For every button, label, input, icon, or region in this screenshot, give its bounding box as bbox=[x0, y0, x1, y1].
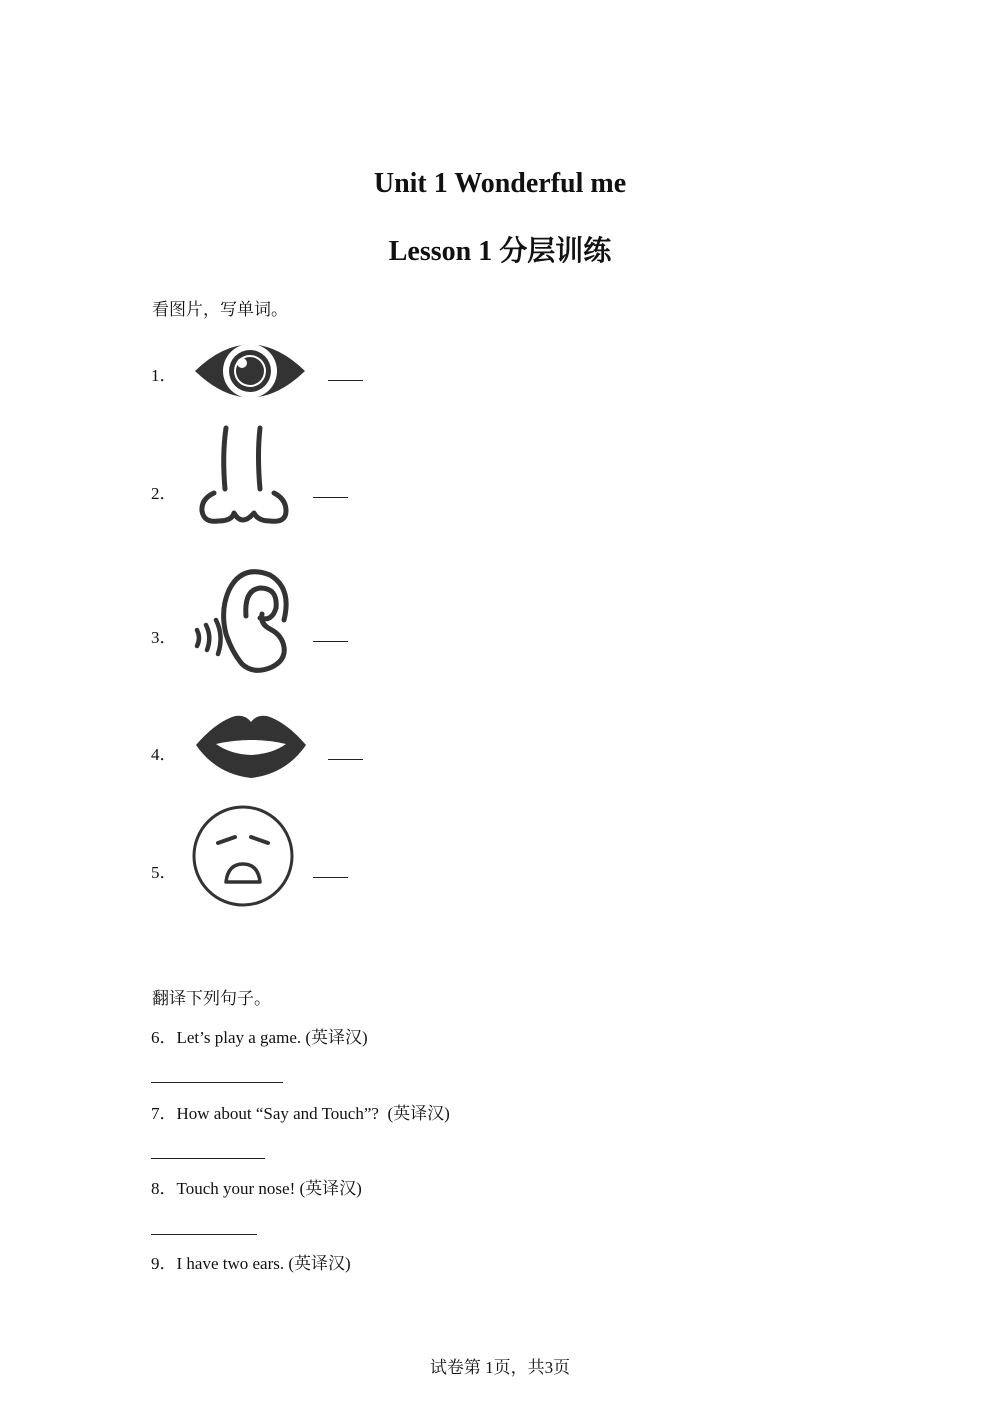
question-5-number: 5． bbox=[151, 863, 177, 882]
question-2-number: 2． bbox=[151, 484, 177, 503]
question-6-number: 6． bbox=[151, 1028, 177, 1047]
question-7-number: 7． bbox=[151, 1104, 177, 1123]
page-title: Unit 1 Wonderful me bbox=[373, 168, 627, 199]
face-icon bbox=[191, 804, 295, 908]
question-3-number: 3． bbox=[151, 628, 177, 647]
section1-instruction: 看图片，写单词。 bbox=[152, 300, 288, 320]
question-6 bbox=[151, 1026, 368, 1050]
ear-icon bbox=[192, 568, 296, 674]
question-9-text: I have two ears. (英译汉) bbox=[176, 1254, 351, 1273]
question-8 bbox=[151, 1177, 362, 1201]
question-1-number: 1． bbox=[151, 366, 177, 385]
eye-icon bbox=[193, 336, 307, 406]
nose-icon bbox=[198, 425, 290, 529]
section2-instruction: 翻译下列句子。 bbox=[152, 989, 271, 1009]
answer-blank-5[interactable] bbox=[313, 877, 348, 878]
question-6-text: Let’s play a game. (英译汉) bbox=[176, 1028, 368, 1047]
page-subtitle: Lesson 1 分层训练 bbox=[388, 236, 612, 267]
answer-blank-8[interactable] bbox=[151, 1234, 257, 1235]
question-9-number: 9． bbox=[151, 1254, 177, 1273]
question-9 bbox=[151, 1252, 351, 1276]
question-8-text: Touch your nose! (英译汉) bbox=[176, 1179, 362, 1198]
page-footer: 试卷第 1页，共3页 bbox=[429, 1358, 571, 1377]
answer-blank-4[interactable] bbox=[328, 759, 363, 760]
answer-blank-2[interactable] bbox=[313, 497, 348, 498]
answer-blank-6[interactable] bbox=[151, 1082, 283, 1083]
question-7 bbox=[151, 1102, 450, 1126]
question-7-text: How about “Say and Touch”? (英译汉) bbox=[176, 1104, 450, 1123]
answer-blank-3[interactable] bbox=[313, 641, 348, 642]
answer-blank-1[interactable] bbox=[328, 380, 363, 381]
question-4-number: 4． bbox=[151, 745, 177, 764]
question-8-number: 8． bbox=[151, 1179, 177, 1198]
mouth-icon bbox=[194, 712, 308, 780]
answer-blank-7[interactable] bbox=[151, 1158, 265, 1159]
